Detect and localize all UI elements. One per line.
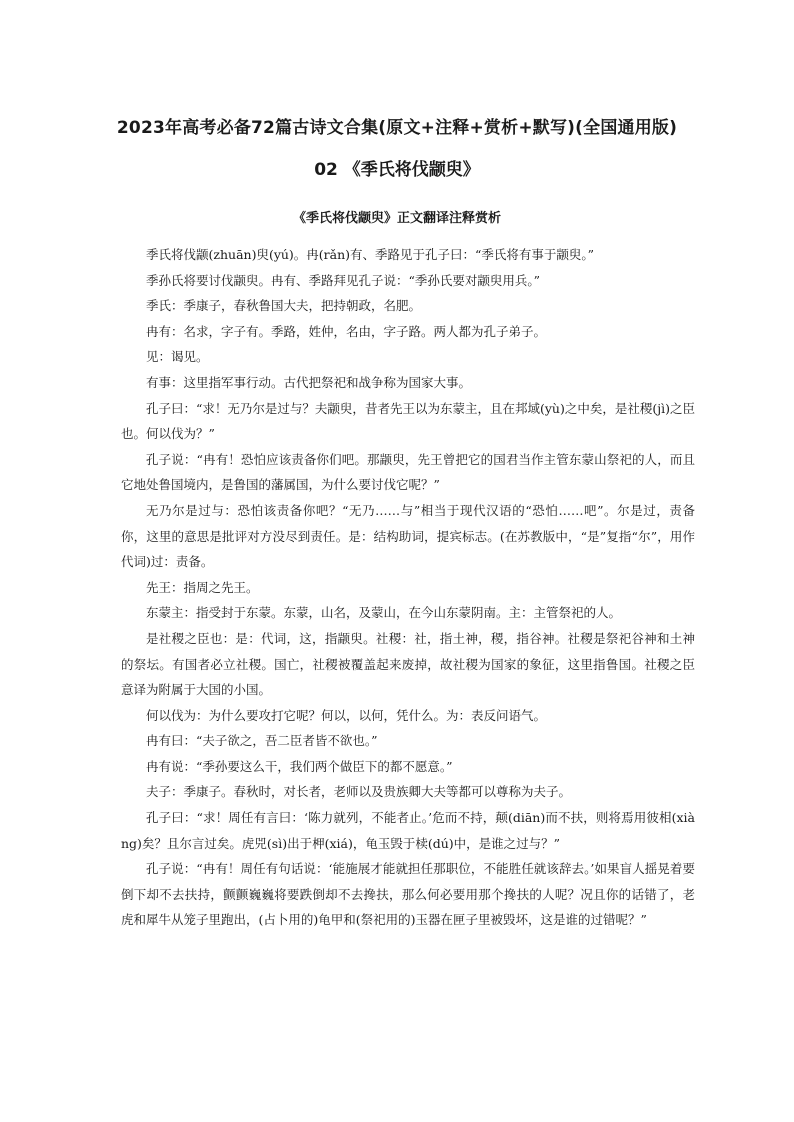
note-ranyou: 冉有：名求，字子有。季路，姓仲，名由，字子路。两人都为孔子弟子。 [146,323,547,339]
paragraph-translation-1: 季孙氏将要讨伐颛臾。冉有、季路拜见孔子说：“季孙氏要对颛臾用兵。” [146,272,541,288]
paragraph-original-2: 孔子曰：“求！无乃尔是过与？夫颛臾，昔者先王以为东蒙主，且在邦域(yù)之中矣，是社稷(jì)之臣也。何以伐为？” [121,400,695,442]
note-wunai: 无乃尔是过与：恐怕该责备你吧？“无乃……与”相当于现代汉语的“恐怕……吧”。尔是过，责备你，这里的意思是批评对方没尽到责任。是：结构助词，提宾标志。(在苏教版中，“是”复指“尔”，用作代词)过：责备。 [121,502,695,570]
note-jian: 见：谒见。 [146,349,209,365]
body-text [121,242,695,933]
paragraph-translation-4: 孔子说：“冉有！周任有句话说：‘能施展才能就担任那职位，不能胜任就该辞去。’如果盲人摇晃着要倒下却不去扶持，颤颤巍巍将要跌倒却不去搀扶，那么何必要用那个搀扶的人呢？况且你的话错了，老虎和犀牛从笼子里跑出，(占卜用的)龟甲和(祭祀用的)玉器在匣子里被毁坏，这是谁的过错呢？” [121,861,695,928]
note-jishi: 季氏：季康子，春秋鲁国大夫，把持朝政，名肥。 [146,298,422,314]
paragraph-translation-2: 孔子说：“冉有！恐怕应该责备你们吧。那颛臾，先王曾把它的国君当作主管东蒙山祭祀的人，而且它地处鲁国境内，是鲁国的藩属国，为什么要讨伐它呢？” [121,451,695,493]
note-sheji: 是社稷之臣也：是：代词，这，指颛臾。社稷：社，指土神，稷，指谷神。社稷是祭祀谷神和土神的祭坛。有国者必立社稷。国亡，社稷被覆盖起来废掉，故社稷为国家的象征，这里指鲁国。社稷之臣意译为附属于大国的小国。 [121,630,695,698]
note-xianwang: 先王：指周之先王。 [146,579,259,595]
document-title: 2023年高考必备72篇古诗文合集(原文+注释+赏析+默写)(全国通用版) [116,118,678,138]
paragraph-original-1: 季氏将伐颛(zhuān)臾(yú)。冉(rǎn)有、季路见于孔子曰：“季氏将有事于颛臾。” [146,247,595,262]
section-title: 《季氏将伐颛臾》正文翻译注释赏析 [292,211,501,226]
note-youshi: 有事：这里指军事行动。古代把祭祀和战争称为国家大事。 [146,374,472,390]
note-dongmengzhu: 东蒙主：指受封于东蒙。东蒙，山名，及蒙山，在今山东蒙阴南。主：主管祭祀的人。 [146,605,622,621]
document-subtitle: 02 《季氏将伐颛臾》 [314,160,480,180]
note-fuzi: 夫子：季康子。春秋时，对长者，老师以及贵族卿大夫等都可以尊称为夫子。 [146,784,572,800]
paragraph-original-4: 孔子曰：“求！周任有言曰：‘陈力就列，不能者止。’危而不持，颠(diān)而不扶，则将焉用彼相(xiàng)矣？且尔言过矣。虎兕(sì)出于柙(xiá)，龟玉毁于椟(dú)中，是谁之过与？” [121,810,695,851]
note-heyifawei: 何以伐为：为什么要攻打它呢？何以，以何，凭什么。为：表反问语气。 [146,707,547,723]
paragraph-original-3: 冉有曰：“夫子欲之，吾二臣者皆不欲也。” [146,733,378,749]
paragraph-translation-3: 冉有说：“季孙要这么干，我们两个做臣下的都不愿意。” [146,758,453,774]
